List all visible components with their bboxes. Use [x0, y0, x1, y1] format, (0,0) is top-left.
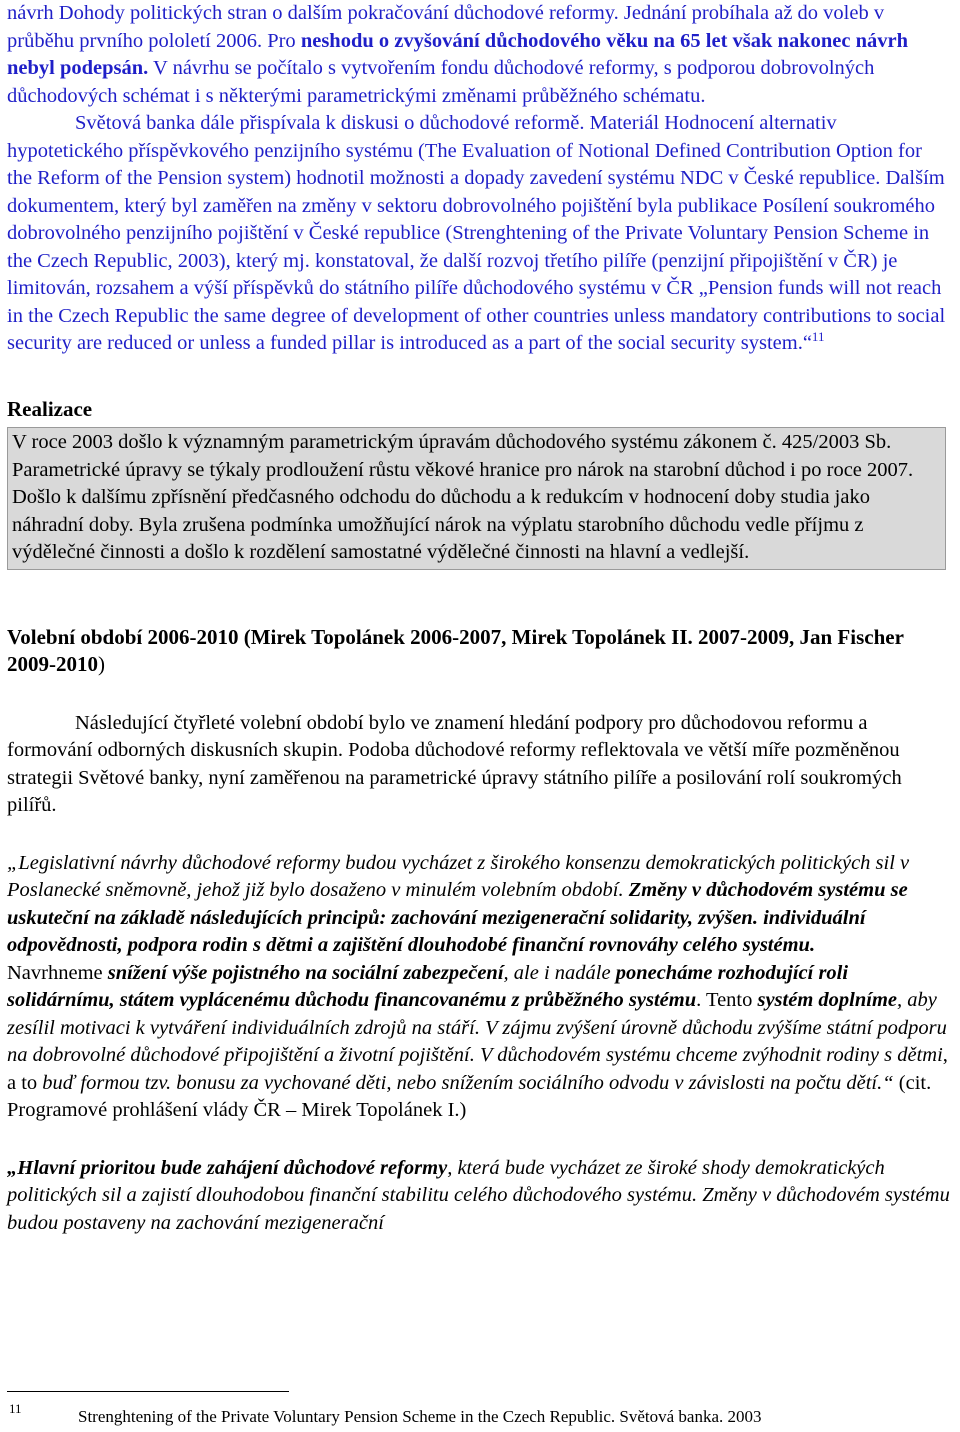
heading-tail: ) — [98, 651, 105, 676]
realizace-box — [7, 427, 946, 570]
text-span: Navrhneme — [7, 961, 108, 984]
text-span: , a to — [7, 1044, 948, 1094]
italic-span: , ale i nadále — [503, 961, 616, 984]
quote-government-program-2 — [7, 1155, 950, 1238]
italic-span: , která bude vycházet ze široké shody demokratických politických sil a zajistí dlouhodobou finanční stabilitu celého důchodového systému. Změny v důchodovém systému budou postaveny na zachování mezigenerační — [7, 1156, 950, 1234]
text-span: (cit. Programové prohlášení vlády ČR – Mirek Topolánek I.) — [7, 1071, 932, 1121]
realizace-text: V roce 2003 došlo k významným parametrickým úpravám důchodového systému zákonem č. 425/2003 Sb. Parametrické úpravy se týkaly prodloužení růstu věkové hranice pro nárok na starobní důchod i po roce 2007. Došlo k dalšímu zpřísnění předčasného odchodu do důchodu a k redukcím v hodnocení doby studia jako náhradní doby. Byla zrušena podmínka umožňující nárok na výplatu starobního důchodu vedle příjmu z výdělečné činnosti a došlo k rozdělení samostatné výdělečné činnosti na hlavní a vedlejší. — [12, 431, 914, 563]
bold-italic-span: snížení výše pojistného na sociální zabezpečení — [107, 961, 504, 984]
text-span: Světová banka dále přispívala k diskusi o důchodové reformě. Materiál Hodnocení alternativ hypotetického příspěvkového penzijního systému (The Evaluation of Notional Defined Contribution Option for the Reform of the Pension system) hodnotil možnosti a dopady zavedení systému NDC v České republice. Dalším dokumentem, který byl zaměřen na změny v sektoru dobrovolného pojištění byla publikace Posílení soukromého dobrovolného penzijního pojištění v České republice (Strenghtening of the Private Voluntary Pension Scheme in the Czech Republic, 2003), který mj. konstatoval, že další rozvoj třetího pilíře (penzijní připojištění v ČR) je limitován, rozsahem a výší příspěvků do státního pilíře důchodového systému v ČR „Pension funds will not reach in the Czech Republic the same degree of development of other countries unless mandatory contributions to social security are reduced or unless a funded pillar is introduced as a part of the social security system.“ — [7, 112, 946, 354]
paragraph-world-bank — [7, 110, 950, 358]
italic-span: buď formou tzv. bonusu za vychované děti, nebo snížením sociálního odvodu v závislosti na počtu dětí.“ — [42, 1071, 894, 1094]
heading-text: Volební období 2006-2010 (Mirek Topolánek 2006-2007, Mirek Topolánek II. 2007-2009, Jan Fischer 2009-2010 — [7, 624, 904, 676]
footnote-number: 11 — [9, 1401, 22, 1416]
italic-span: , aby zesílil motivaci k vytváření individuálních zdrojů na stáří. V zájmu zvýšení úrovně důchodu zvýšíme státní podporu na dobrovolné důchodové připojištění a životní pojištění. V důchodovém systému chceme zvýhodnit rodiny s dětmi — [7, 989, 947, 1066]
footnote-separator — [7, 1391, 289, 1392]
text-span: V návrhu se počítalo s vytvořením fondu důchodové reformy, s podporou dobrovolných důchodových schémat i s některými parametrickými změnami průběžného schématu. — [7, 57, 875, 107]
footnote-reference[interactable]: 11 — [811, 329, 825, 344]
text-span: návrh Dohody politických stran o dalším pokračování důchodové reformy. Jednání probíhala až do voleb v průběhu prvního pololetí 2006. Pro — [7, 2, 885, 52]
text-span: . Tento — [696, 989, 758, 1011]
footnote-text: Strenghtening of the Private Voluntary Pension Scheme in the Czech Republic. Světová banka. 2003 — [78, 1407, 762, 1426]
bold-italic-span: ponecháme rozhodující roli solidárnímu, státem vyplácenému důchodu financovanému z průběžného systému — [7, 961, 849, 1011]
bold-span: neshodu o zvyšování důchodového věku na 65 let však nakonec návrh nebyl podepsán. — [7, 29, 908, 79]
paragraph-period-intro: Následující čtyřleté volební období bylo ve znamení hledání podpory pro důchodovou reformu a formování odborných diskusních skupin. Podoba důchodové reformy reflektovala ve větší míře pozměněnou strategii Světové banky, nyní zaměřenou na parametrické úpravy státního pilíře a posilování rolí soukromých pilířů. — [7, 711, 902, 816]
quote-government-program-1 — [7, 850, 950, 1125]
section-heading-realizace: Realizace — [7, 396, 93, 421]
bold-italic-span: „Hlavní prioritou bude zahájení důchodové reformy — [7, 1156, 448, 1179]
paragraph-reform-agreement — [7, 0, 950, 110]
section-heading-period — [7, 624, 950, 678]
italic-span: „Legislativní návrhy důchodové reformy budou vycházet z širokého konsenzu demokratických politických sil v Poslanecké sněmovně, jehož již bylo dosaženo v minulém volebním období. — [7, 851, 910, 901]
bold-italic-span: systém doplníme — [757, 989, 897, 1011]
bold-italic-span: Změny v důchodovém systému se uskuteční na základě následujících principů: zachování mezigenerační solidarity, zvýšen. individuální odpovědnosti, podpora rodin s dětmi a zajištění dlouhodobé finanční rovnováhy celého systému. — [7, 879, 908, 956]
